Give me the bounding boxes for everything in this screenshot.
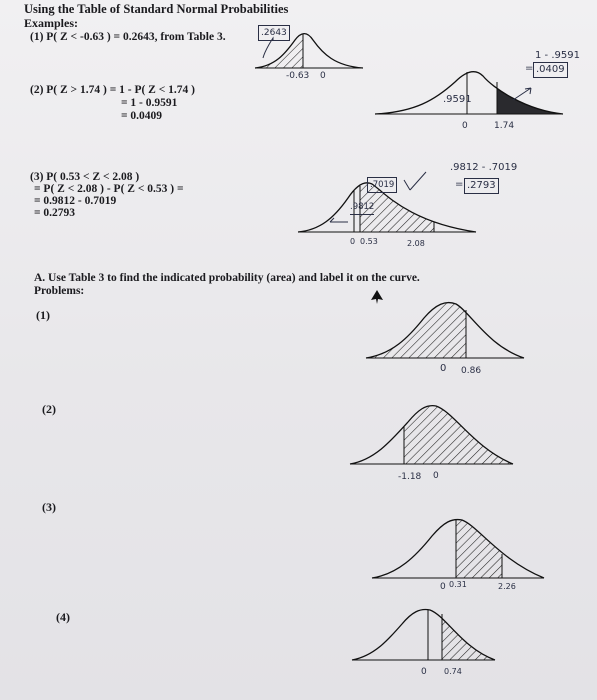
problem1-tick-zero: 0 xyxy=(440,363,447,374)
example1-curve xyxy=(255,28,365,83)
problem3-tick-zero: 0 xyxy=(440,582,446,592)
example3-line1: (3) P( 0.53 < Z < 2.08 ) xyxy=(30,171,140,183)
example3-line3: = 0.9812 - 0.7019 xyxy=(34,195,117,207)
example1-equation: (1) P( Z < -0.63 ) = 0.2643, from Table 3. xyxy=(30,31,226,43)
example3-line2: = P( Z < 2.08 ) - P( Z < 0.53 ) = xyxy=(34,183,184,195)
problem1-tick-value: 0.86 xyxy=(461,366,482,376)
example3-note-box: .2793 xyxy=(464,178,499,194)
problem1-curve xyxy=(366,290,526,362)
example3-curve xyxy=(298,160,478,235)
problems-label: Problems: xyxy=(34,285,85,297)
problem2-tick-zero: 0 xyxy=(433,471,439,481)
example1-tick-left: -0.63 xyxy=(286,71,310,81)
example2-line2: = 1 - 0.9591 xyxy=(121,97,178,109)
example3-area-label: .9812 xyxy=(350,200,374,215)
problem4-tick-value: 0.74 xyxy=(444,667,462,676)
example3-equals: = xyxy=(455,179,464,190)
section-a-instruction: A. Use Table 3 to find the indicated probability (area) and label it on the curve. xyxy=(34,272,420,284)
example2-tick-zero: 0 xyxy=(462,121,468,131)
example2-area-label: .9591 xyxy=(443,94,472,105)
example3-tick-zero: 0 xyxy=(350,237,356,246)
problem4-label: (4) xyxy=(56,610,70,624)
problem2-curve xyxy=(350,392,515,470)
problem3-tick-right: 2.26 xyxy=(498,582,516,591)
problem1-label: (1) xyxy=(36,308,50,322)
example2-equals: = xyxy=(525,63,534,74)
example2-line1: (2) P( Z > 1.74 ) = 1 - P( Z < 1.74 ) xyxy=(30,84,195,96)
example3-box-label: .7019 xyxy=(367,177,397,193)
example2-note-box: .0409 xyxy=(533,62,568,78)
problem3-tick-value: 0.31 xyxy=(449,580,467,589)
example1-note-box: .2643 xyxy=(258,25,290,41)
example3-tick-right: 2.08 xyxy=(407,239,425,248)
example3-tick-mid: 0.53 xyxy=(360,237,378,246)
example3-line4: = 0.2793 xyxy=(34,207,76,219)
page-title: Using the Table of Standard Normal Probabilities xyxy=(24,2,289,16)
problem4-curve xyxy=(352,596,497,666)
problem2-label: (2) xyxy=(42,402,56,416)
problem4-tick-zero: 0 xyxy=(421,667,427,677)
problem2-tick-value: -1.18 xyxy=(398,472,422,482)
example2-tick-right: 1.74 xyxy=(494,121,515,131)
example2-note-top: 1 - .9591 xyxy=(535,50,580,61)
example2-line3: = 0.0409 xyxy=(121,110,163,122)
examples-label: Examples: xyxy=(24,16,78,30)
example2-curve xyxy=(375,60,565,120)
problem3-curve xyxy=(372,508,547,584)
example1-tick-zero: 0 xyxy=(320,71,326,81)
example3-note-top: .9812 - .7019 xyxy=(450,162,518,173)
problem3-label: (3) xyxy=(42,500,56,514)
